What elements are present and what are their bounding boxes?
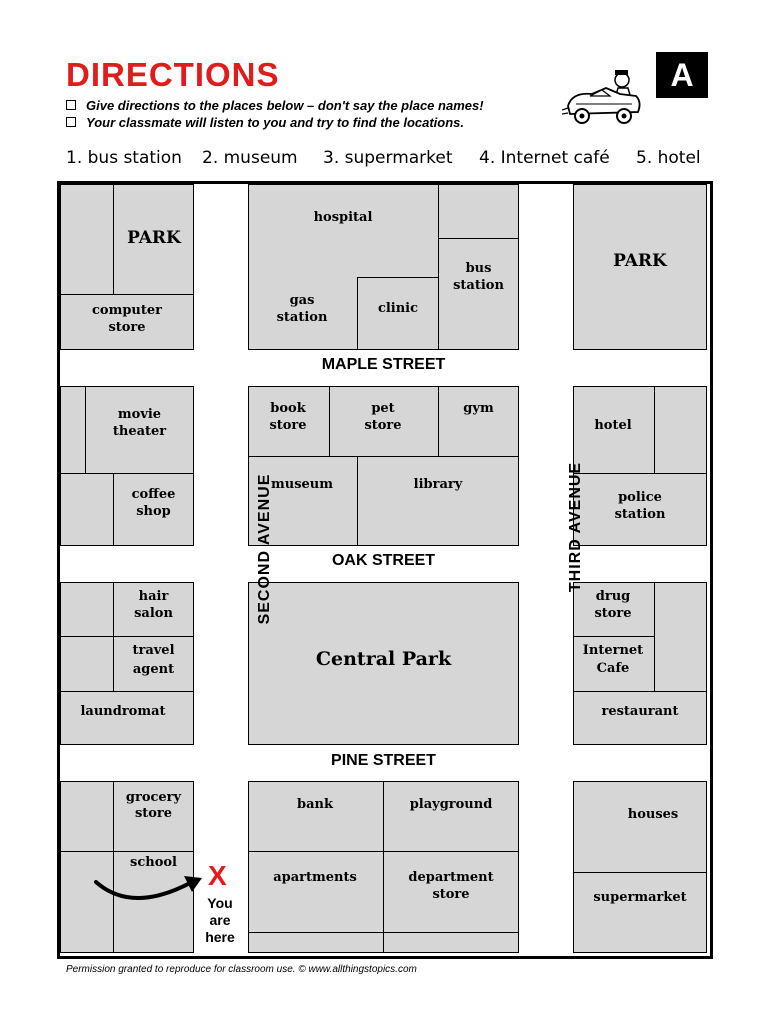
lot	[60, 582, 114, 637]
movie-theater-label-2: theater	[112, 424, 167, 439]
page-title: DIRECTIONS	[66, 56, 280, 93]
hair-salon-label-2: salon	[134, 606, 173, 621]
book-store-label-2: store	[269, 418, 307, 433]
houses-label: houses	[627, 807, 679, 822]
lot	[438, 184, 519, 239]
car-driver-icon	[562, 66, 644, 130]
museum-label: museum	[270, 477, 333, 492]
computer-store-label-1: computer	[91, 303, 162, 318]
lot	[60, 781, 114, 852]
drug-store-label-1: drug	[595, 589, 631, 604]
here-label: here	[205, 929, 235, 945]
clinic-label: clinic	[377, 301, 419, 316]
place-item-2: 2. museum	[202, 148, 298, 168]
are-label: are	[209, 912, 231, 928]
grocery-store-label-1: grocery	[125, 790, 182, 805]
checkbox-icon	[66, 117, 76, 127]
hair-salon-label-1: hair	[138, 589, 169, 604]
book-store-label-1: book	[270, 401, 306, 416]
police-station-label-2: station	[614, 507, 666, 522]
lot	[60, 636, 114, 692]
department-store-label-1: department	[408, 870, 494, 885]
instruction-text-2: Your classmate will listen to you and try to find the locations.	[86, 115, 465, 130]
checkbox-icon	[66, 100, 76, 110]
apartments-label: apartments	[273, 870, 357, 885]
playground-lot	[383, 781, 519, 852]
lot	[60, 386, 86, 474]
grocery-store-label-2: store	[134, 806, 173, 821]
central-park-label: Central Park	[315, 648, 452, 670]
lot	[654, 386, 707, 474]
coffee-shop-label-2: shop	[136, 504, 171, 519]
instruction-line-2	[66, 115, 464, 130]
gym-label: gym	[463, 401, 494, 416]
gym-lot	[438, 386, 519, 457]
third-avenue-label: THIRD AVENUE	[567, 461, 584, 593]
computer-store-label-2: store	[108, 320, 146, 335]
police-station-label-1: police	[618, 490, 662, 505]
gas-station-label-2: station	[276, 310, 328, 325]
footer-permission: Permission granted to reproduce for classroom use. © www.allthingstopics.com	[66, 964, 417, 975]
travel-agent-label-2: agent	[132, 662, 175, 677]
houses-lot	[573, 781, 707, 873]
supermarket-label: supermarket	[593, 890, 687, 905]
pet-store-label-1: pet	[371, 401, 395, 416]
bus-station-lot	[438, 238, 519, 350]
lot	[383, 932, 519, 953]
instruction-line-1	[66, 98, 484, 113]
movie-theater-label-1: movie	[117, 407, 162, 422]
school-label: school	[130, 855, 177, 870]
curved-arrow-icon	[92, 868, 212, 912]
x-marker: X	[208, 860, 227, 891]
travel-agent-label-1: travel	[132, 643, 175, 658]
apartments-lot	[248, 851, 384, 933]
bus-station-label-1: bus	[465, 261, 492, 276]
department-store-label-2: store	[432, 887, 470, 902]
library-lot	[357, 456, 519, 546]
restaurant-label: restaurant	[601, 704, 679, 719]
bank-label: bank	[297, 797, 333, 812]
you-are-here-label	[198, 895, 242, 946]
oak-street-label: OAK STREET	[331, 552, 436, 569]
version-letter-badge: A	[656, 52, 708, 98]
internet-cafe-label-1: Internet	[582, 643, 644, 658]
library-label: library	[413, 477, 463, 492]
internet-cafe-label-2: Cafe	[596, 661, 630, 676]
lot	[654, 582, 707, 692]
pet-store-label-2: store	[364, 418, 402, 433]
place-item-4: 4. Internet café	[479, 148, 610, 168]
gas-station-label-1: gas	[289, 293, 315, 308]
bus-station-label-2: station	[453, 278, 504, 293]
park-left-label: PARK	[127, 228, 181, 248]
instruction-text-1: Give directions to the places below – don't say the place names!	[86, 98, 484, 113]
park-right-label: PARK	[613, 251, 667, 271]
lot	[60, 473, 114, 546]
hospital-label: hospital	[313, 210, 373, 225]
hotel-label: hotel	[594, 418, 632, 433]
lot	[248, 932, 384, 953]
you-label: You	[207, 895, 233, 911]
second-avenue-label: SECOND AVENUE	[256, 473, 273, 625]
coffee-shop-label-1: coffee	[131, 487, 176, 502]
place-item-1: 1. bus station	[66, 148, 182, 168]
playground-label: playground	[409, 797, 493, 812]
drug-store-label-2: store	[594, 606, 632, 621]
lot	[60, 184, 114, 295]
place-item-3: 3. supermarket	[323, 148, 453, 168]
bank-lot	[248, 781, 384, 852]
place-item-5: 5. hotel	[636, 148, 701, 168]
city-map	[57, 181, 713, 959]
maple-street-label: MAPLE STREET	[321, 356, 446, 373]
pine-street-label: PINE STREET	[331, 752, 436, 769]
laundromat-label: laundromat	[80, 704, 166, 719]
